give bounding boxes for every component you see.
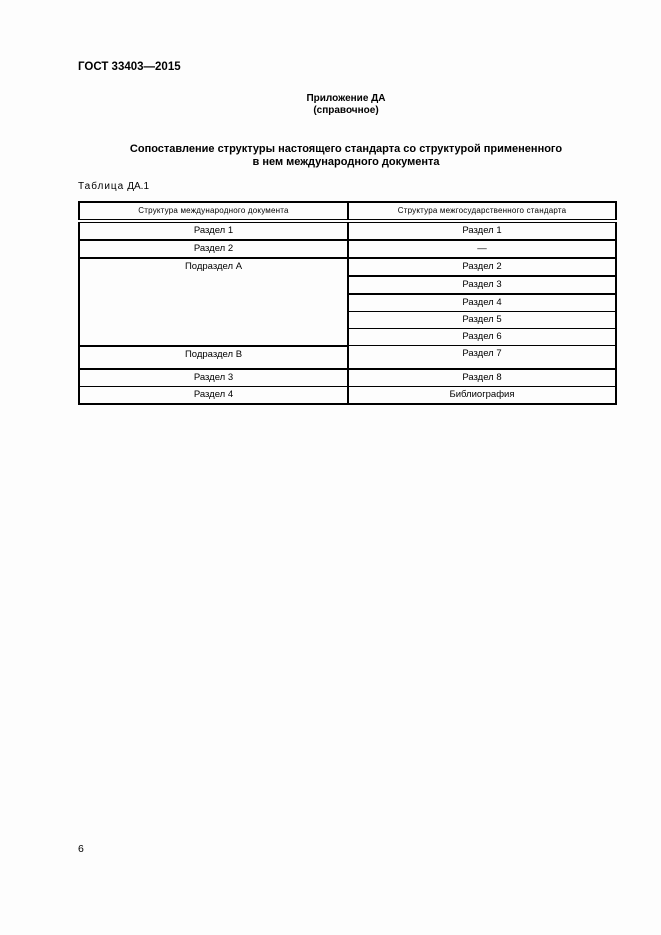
table-caption-number: ДА.1: [127, 181, 150, 192]
table-caption: [78, 181, 149, 192]
cell-international: Раздел 3: [79, 369, 348, 387]
document-id: ГОСТ 33403—2015: [78, 61, 181, 73]
cell-interstate: Раздел 4: [348, 294, 616, 312]
cell-interstate: Раздел 3: [348, 276, 616, 294]
cell-international: Раздел 1: [79, 221, 348, 240]
table-row: [79, 369, 616, 387]
cell-international: Раздел 2: [79, 240, 348, 258]
table-header-row: [79, 202, 616, 221]
annex-subtitle: (справочное): [313, 105, 379, 116]
cell-interstate: Раздел 2: [348, 258, 616, 276]
section-title-line-2: в нем международного документа: [252, 156, 440, 168]
cell-international: Подраздел А: [79, 258, 348, 346]
table-row: [79, 346, 616, 369]
table-row: [79, 240, 616, 258]
cell-interstate: Раздел 5: [348, 312, 616, 329]
cell-interstate: Библиография: [348, 386, 616, 404]
annex-title: Приложение ДА: [306, 93, 386, 104]
table-row: [79, 221, 616, 240]
column-header-international: Структура международного документа: [79, 202, 348, 221]
cell-international: Подраздел В: [79, 346, 348, 369]
cell-interstate: Раздел 8: [348, 369, 616, 387]
cell-interstate: Раздел 1: [348, 221, 616, 240]
section-title-line-1: Сопоставление структуры настоящего стандарта со структурой примененного: [129, 143, 563, 155]
section-title: [0, 143, 661, 169]
table-caption-label: Таблица: [78, 181, 125, 192]
table-row: [79, 258, 616, 276]
annex-heading: [0, 93, 661, 117]
cell-interstate: Раздел 6: [348, 329, 616, 346]
cell-international: Раздел 4: [79, 386, 348, 404]
cell-interstate: Раздел 7: [348, 346, 616, 369]
page-number: 6: [78, 843, 84, 855]
table-row: [79, 386, 616, 404]
comparison-table: [78, 201, 617, 405]
column-header-interstate: Структура межгосударственного стандарта: [348, 202, 616, 221]
cell-interstate: —: [348, 240, 616, 258]
